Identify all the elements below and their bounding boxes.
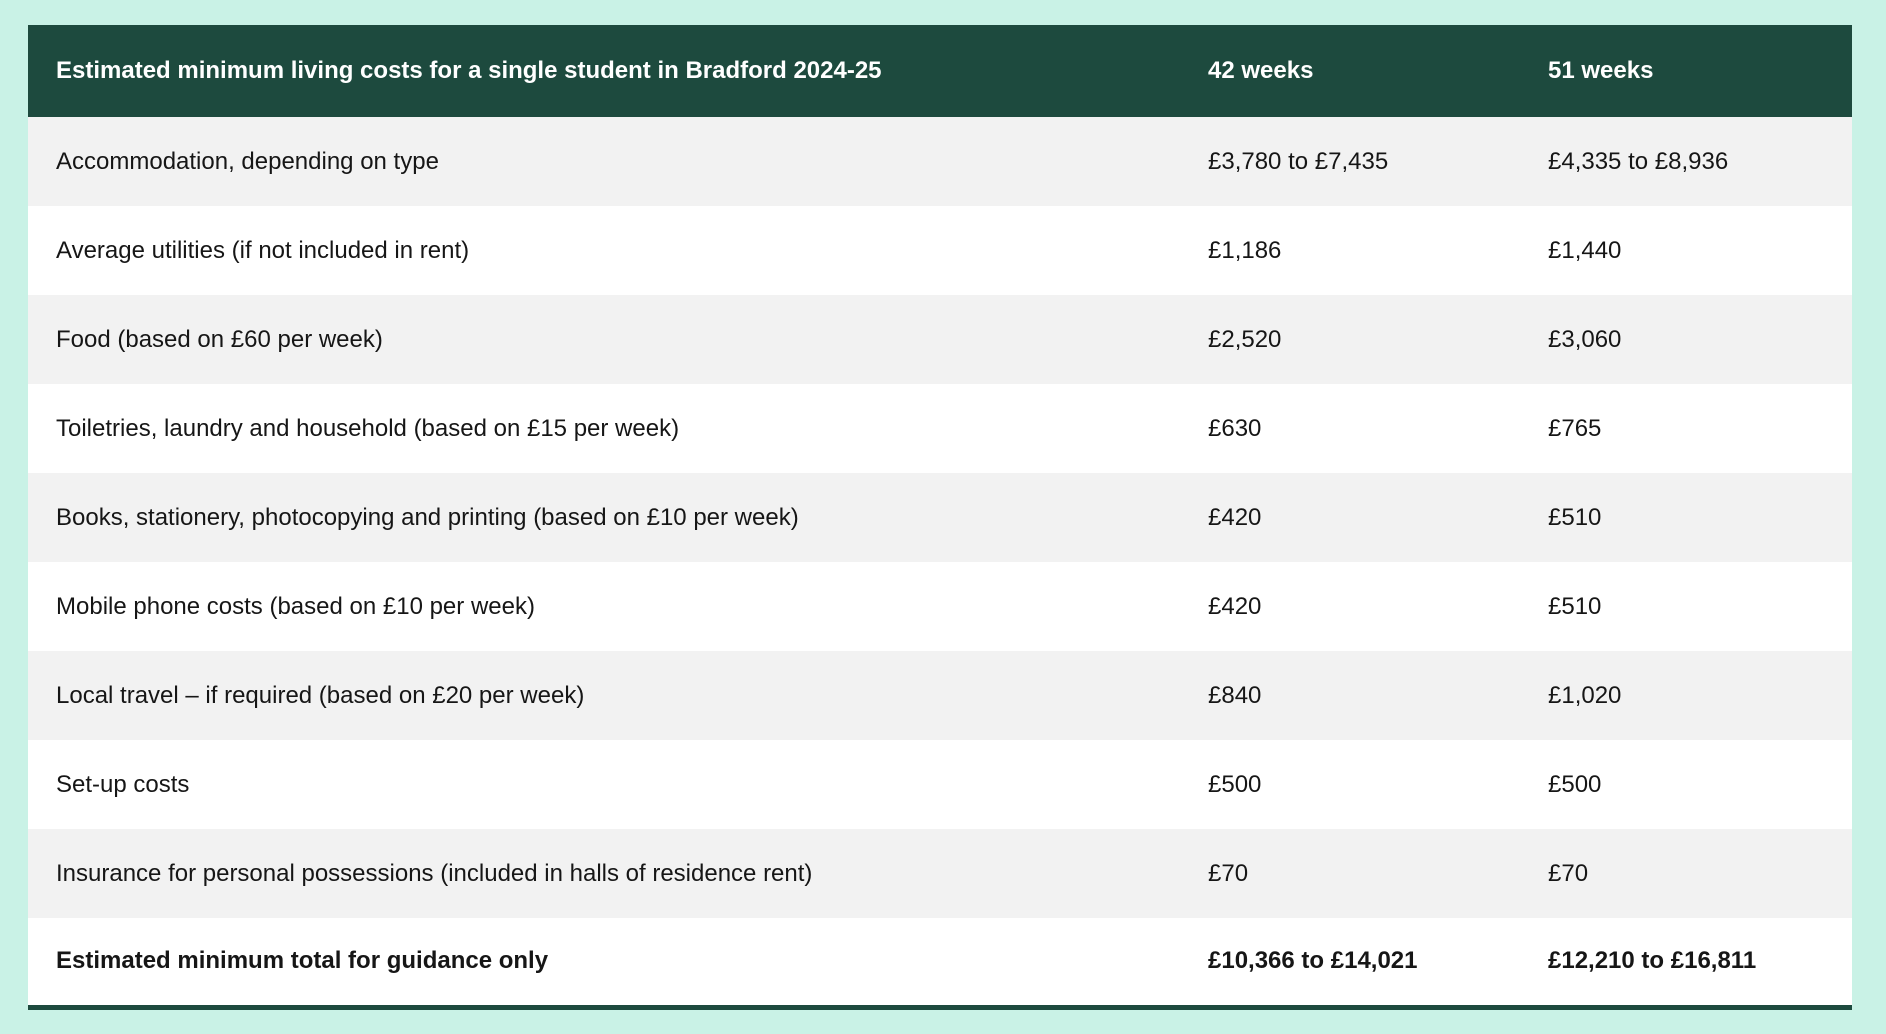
table-row	[28, 117, 1852, 206]
cost-item-label: Average utilities (if not included in rent)	[28, 206, 1180, 295]
cost-value-42-weeks: £840	[1180, 651, 1520, 740]
table-row	[28, 473, 1852, 562]
cost-value-42-weeks: £10,366 to £14,021	[1180, 918, 1520, 1007]
cost-item-label: Food (based on £60 per week)	[28, 295, 1180, 384]
cost-value-51-weeks: £510	[1520, 562, 1852, 651]
cost-item-label: Toiletries, laundry and household (based on £15 per week)	[28, 384, 1180, 473]
table-row	[28, 829, 1852, 918]
cost-value-51-weeks: £1,020	[1520, 651, 1852, 740]
cost-value-51-weeks: £70	[1520, 829, 1852, 918]
cost-item-label: Set-up costs	[28, 740, 1180, 829]
cost-value-51-weeks: £510	[1520, 473, 1852, 562]
table-row	[28, 384, 1852, 473]
table-header	[28, 25, 1852, 117]
table-row	[28, 651, 1852, 740]
table-row	[28, 562, 1852, 651]
cost-item-label: Accommodation, depending on type	[28, 117, 1180, 206]
cost-item-label: Local travel – if required (based on £20 per week)	[28, 651, 1180, 740]
cost-value-42-weeks: £2,520	[1180, 295, 1520, 384]
header-row	[28, 25, 1852, 117]
cost-value-51-weeks: £765	[1520, 384, 1852, 473]
cost-value-42-weeks: £630	[1180, 384, 1520, 473]
column-header-51-weeks: 51 weeks	[1520, 25, 1852, 117]
cost-value-42-weeks: £1,186	[1180, 206, 1520, 295]
living-costs-table-container	[28, 25, 1852, 1010]
cost-value-42-weeks: £420	[1180, 562, 1520, 651]
column-header-42-weeks: 42 weeks	[1180, 25, 1520, 117]
cost-value-42-weeks: £500	[1180, 740, 1520, 829]
table-body	[28, 117, 1852, 1007]
cost-value-51-weeks: £1,440	[1520, 206, 1852, 295]
table-row	[28, 740, 1852, 829]
living-costs-table	[28, 25, 1852, 1010]
cost-value-51-weeks: £4,335 to £8,936	[1520, 117, 1852, 206]
table-title: Estimated minimum living costs for a single student in Bradford 2024-25	[28, 25, 1180, 117]
cost-value-42-weeks: £420	[1180, 473, 1520, 562]
cost-value-51-weeks: £500	[1520, 740, 1852, 829]
cost-item-label: Insurance for personal possessions (included in halls of residence rent)	[28, 829, 1180, 918]
cost-item-label: Estimated minimum total for guidance only	[28, 918, 1180, 1007]
table-row	[28, 918, 1852, 1007]
cost-value-51-weeks: £3,060	[1520, 295, 1852, 384]
cost-item-label: Mobile phone costs (based on £10 per week)	[28, 562, 1180, 651]
table-row	[28, 206, 1852, 295]
cost-value-42-weeks: £70	[1180, 829, 1520, 918]
cost-item-label: Books, stationery, photocopying and printing (based on £10 per week)	[28, 473, 1180, 562]
cost-value-42-weeks: £3,780 to £7,435	[1180, 117, 1520, 206]
cost-value-51-weeks: £12,210 to £16,811	[1520, 918, 1852, 1007]
table-row	[28, 295, 1852, 384]
